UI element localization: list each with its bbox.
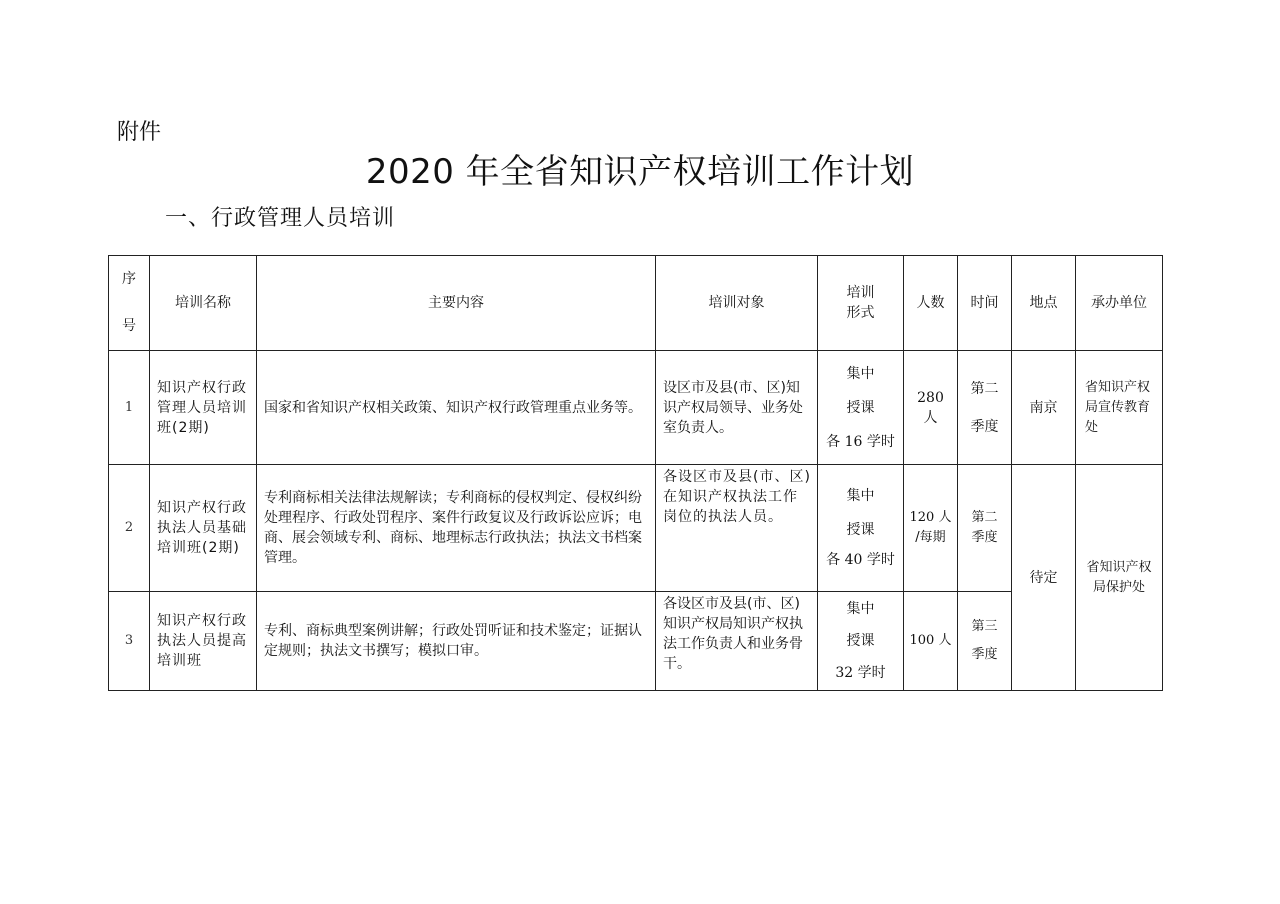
row-location: 待定	[1012, 465, 1076, 691]
header-count: 人数	[904, 256, 958, 351]
row-time-line1: 第三	[971, 619, 998, 634]
table-row	[109, 351, 1163, 465]
header-seq-bottom: 号	[122, 318, 136, 334]
row-training-name: 知识产权行政执法人员基础培训班(2期)	[150, 465, 257, 592]
row-time-line1: 第二	[970, 380, 999, 397]
training-plan-table	[108, 255, 1163, 691]
table-header-row	[109, 256, 1163, 351]
row-format-line3: 各 16 学时	[826, 433, 895, 450]
row-time-line2: 季度	[971, 647, 998, 662]
header-seq	[109, 256, 150, 351]
row-time-line2: 季度	[970, 418, 999, 435]
row-format-line1: 集中	[846, 601, 875, 617]
row-format	[818, 592, 904, 691]
row-organizer: 省知识产权局保护处	[1076, 465, 1163, 691]
header-organizer: 承办单位	[1076, 256, 1163, 351]
row-time-line2: 季度	[971, 530, 998, 545]
header-audience: 培训对象	[656, 256, 818, 351]
table-row	[109, 465, 1163, 592]
row-content: 国家和省知识产权相关政策、知识产权行政管理重点业务等。	[257, 351, 656, 465]
row-format-line1: 集中	[846, 365, 875, 382]
row-seq: 1	[109, 351, 150, 465]
header-name: 培训名称	[150, 256, 257, 351]
row-content: 专利商标相关法律法规解读；专利商标的侵权判定、侵权纠纷处理程序、行政处罚程序、案件行政复议及行政诉讼应诉；电商、展会领域专利、商标、地理标志行政执法；执法文书档案管理。	[257, 465, 656, 592]
row-time	[958, 592, 1012, 691]
row-format-line3: 32 学时	[835, 665, 886, 681]
row-time	[958, 351, 1012, 465]
row-seq: 3	[109, 592, 150, 691]
row-count-line1: 280	[917, 389, 944, 406]
row-organizer: 省知识产权局宣传教育处	[1076, 351, 1163, 465]
header-format-top: 培训	[846, 285, 875, 301]
header-seq-top: 序	[122, 271, 136, 287]
section-heading: 一、行政管理人员培训	[165, 206, 396, 231]
table-row	[109, 592, 1163, 691]
row-count	[904, 351, 958, 465]
row-content: 专利、商标典型案例讲解；行政处罚听证和技术鉴定；证据认定规则；执法文书撰写；模拟口审。	[257, 592, 656, 691]
row-location: 南京	[1012, 351, 1076, 465]
row-time-line1: 第二	[971, 510, 998, 525]
row-format-line2: 授课	[846, 399, 875, 416]
row-format-line2: 授课	[846, 522, 875, 538]
row-seq: 2	[109, 465, 150, 592]
row-audience: 各设区市及县(市、区)知识产权局知识产权执法工作负责人和业务骨干。	[656, 592, 818, 691]
header-format-bottom: 形式	[846, 305, 875, 321]
header-location: 地点	[1012, 256, 1076, 351]
row-format-line1: 集中	[846, 488, 875, 504]
header-time: 时间	[958, 256, 1012, 351]
row-audience: 各设区市及县(市、区)在知识产权执法工作岗位的执法人员。	[656, 465, 818, 592]
row-time	[958, 465, 1012, 592]
row-count: 100 人	[904, 592, 958, 691]
attachment-label: 附件	[117, 120, 162, 145]
row-count-line2: 人	[923, 409, 938, 426]
row-count-line2: /每期	[915, 530, 946, 545]
row-count-line1: 120 人	[909, 510, 952, 525]
document-title: 2020 年全省知识产权培训工作计划	[365, 152, 915, 192]
row-format	[818, 465, 904, 592]
header-content: 主要内容	[257, 256, 656, 351]
row-training-name: 知识产权行政执法人员提高培训班	[150, 592, 257, 691]
row-format	[818, 351, 904, 465]
row-format-line3: 各 40 学时	[826, 552, 895, 568]
row-training-name: 知识产权行政管理人员培训班(2期)	[150, 351, 257, 465]
row-count	[904, 465, 958, 592]
row-format-line2: 授课	[846, 633, 875, 649]
row-audience: 设区市及县(市、区)知识产权局领导、业务处室负责人。	[656, 351, 818, 465]
header-format	[818, 256, 904, 351]
